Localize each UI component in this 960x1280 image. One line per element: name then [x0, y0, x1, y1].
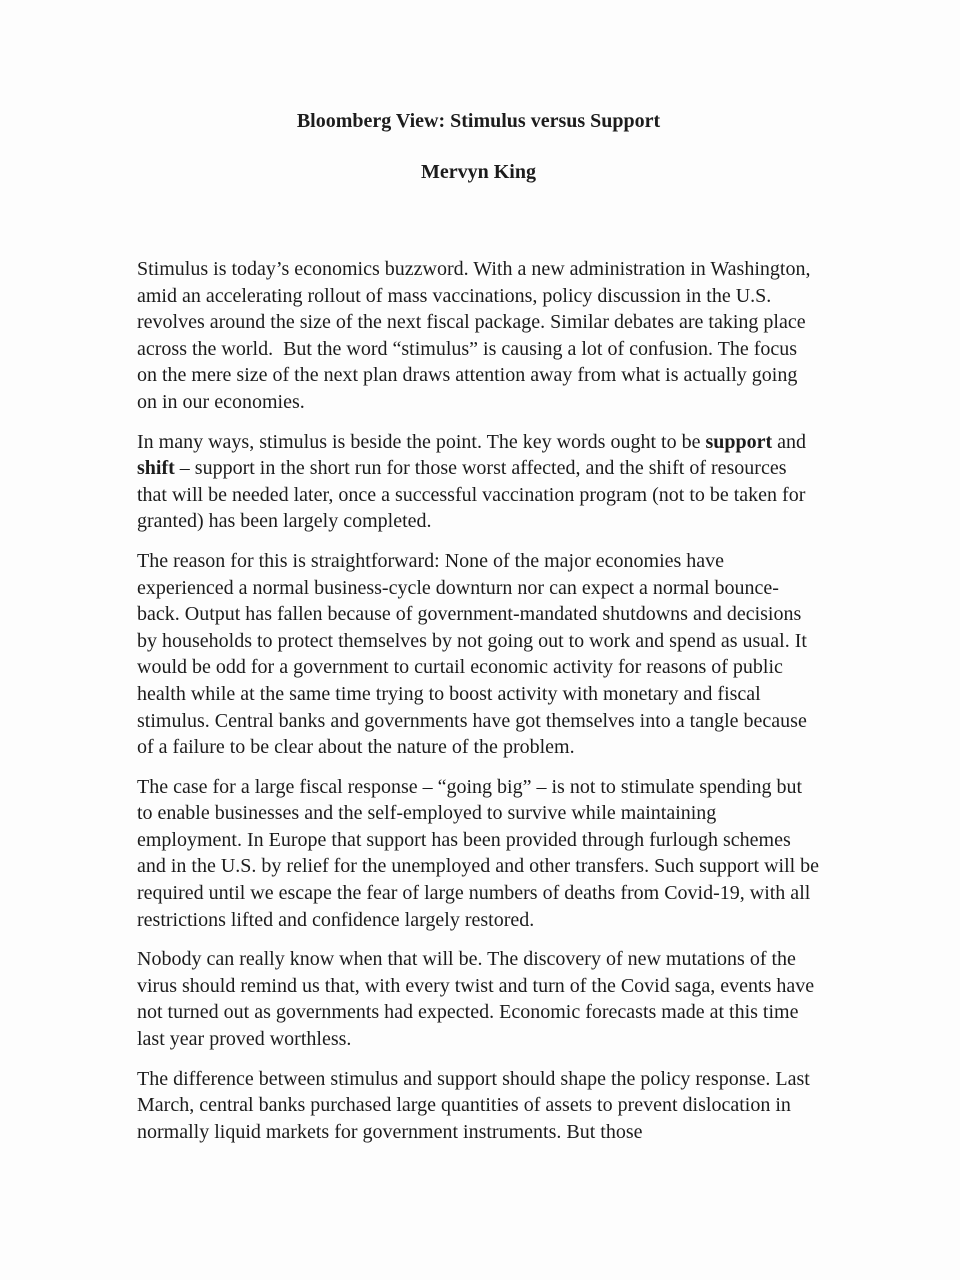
paragraph-5-text: Nobody can really know when that will be. The discovery of new mutations of the virus should remind us that, with every twist and turn of the Covid saga, events have not turned out as governments had expected. Economic forecasts made at this time last year proved worthless.: [137, 948, 820, 1051]
paragraph-1-text: Stimulus is today’s economics buzzword. With a new administration in Washington, amid an accelerating rollout of mass vaccinations, policy discussion in the U.S. revolves around the size of the next fiscal package. Similar debates are taking place across the world. But the word “stimulus” is causing a lot of confusion. The focus on the mere size of the next plan draws attention away from what is actually going on in our economies.: [137, 258, 816, 413]
paragraph-2-text-2: and: [772, 430, 812, 453]
paragraph-2-bold-shift: shift: [137, 457, 175, 480]
author-byline: Mervyn King: [421, 161, 536, 183]
paragraph-2: [137, 429, 820, 535]
paragraph-1: [137, 256, 820, 416]
paragraph-6-text: The difference between stimulus and support should shape the policy response. Last March, central banks purchased large quantities of assets to prevent dislocation in normally liquid markets for government instruments. But those: [137, 1067, 815, 1143]
paragraph-2-text-3: – support in the short run for those worst affected, and the shift of resources that will be needed later, once a successful vaccination program (not to be taken for granted) has been largely completed.: [137, 457, 811, 533]
paragraph-2-bold-support: support: [705, 430, 773, 453]
paragraph-2-text-1: In many ways, stimulus is beside the point. The key words ought to be: [137, 430, 706, 453]
article-title: Bloomberg View: Stimulus versus Support: [296, 110, 661, 132]
article-body: [137, 256, 825, 1145]
paragraph-3-text: The reason for this is straightforward: None of the major economies have experienced a normal business-cycle downturn nor can expect a normal bounce-back. Output has fallen because of government-mandated shutdowns and decisions by households to protect themselves by not going out to work and spend as usual. It would be odd for a government to curtail economic activity for reasons of public health while at the same time trying to boost activity with monetary and fiscal stimulus. Central banks and governments have got themselves into a tangle because of a failure to be clear about the nature of the problem.: [137, 549, 812, 759]
paragraph-4: [137, 774, 825, 934]
paragraph-3: [137, 548, 820, 761]
paragraph-6: [137, 1066, 820, 1146]
paragraph-4-text: The case for a large fiscal response – “going big” – is not to stimulate spending but to enable businesses and the self-employed to survive while maintaining employment. In Europe that support has been provided through furlough schemes and in the U.S. by relief for the unemployed and other transfers. Such support will be required until we escape the fear of large numbers of deaths from Covid-19, with all restrictions lifted and confidence largely restored.: [137, 775, 825, 931]
paragraph-5: [137, 946, 820, 1052]
